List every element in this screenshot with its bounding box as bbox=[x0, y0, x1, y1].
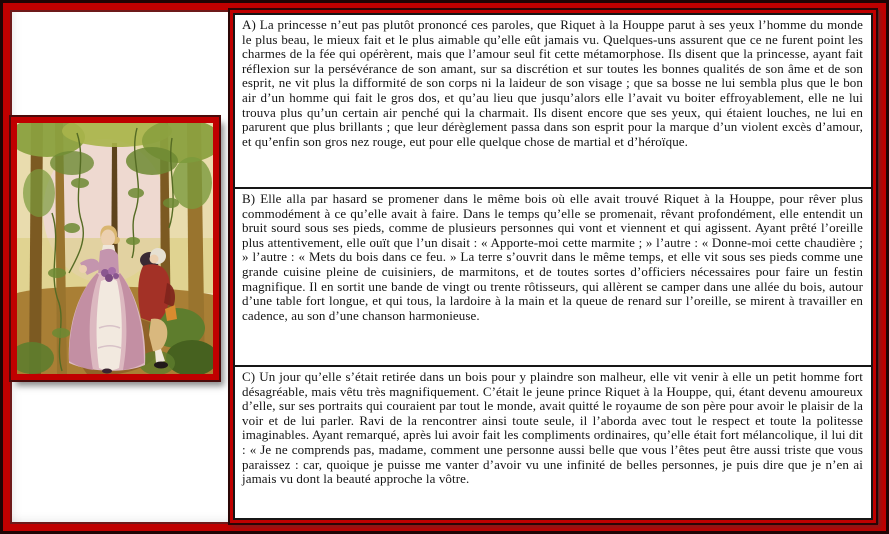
passage-a-text: A) La princesse n’eut pas plutôt prononcé ces paroles, que Riquet à la Houppe parut à ses yeux l’homme du monde le plus beau, le mieux fait et le plus aimable qu’elle eût jamais vu. Quelques-uns assurent que ce ne furent point les charmes de la fée qui opérèrent, mais que l’amour seul fit cette métamorphose. Ils disent que la princesse, ayant fait réflexion sur la persévérance de son amant, sur sa discrétion et sur toutes les bonnes qualités de son âme et de son esprit, ne vit plus la difformité de son corps ni la laideur de son visage ; que sa bosse ne lui sembla plus que le bon air d’un homme qui fait le gros dos, et qu’au lieu que jusqu’alors elle l’avait vu boiter effroyablement, elle ne lui trouva plus qu’un certain air penché qui la charmait. Ils disent encore que ses yeux, qui étaient louches, ne lui en parurent que plus brillants ; que leur dérèglement passa dans son esprit pour la marque d’un violent excès d’amour, et qu’enfin son gros nez rouge, eut pour elle quelque chose de martial et d’héroïque. bbox=[242, 17, 863, 149]
princess-shoe bbox=[102, 369, 112, 374]
white-apron bbox=[97, 279, 122, 371]
text-panel-inner bbox=[233, 13, 873, 520]
passage-b bbox=[235, 189, 871, 367]
passage-c bbox=[235, 367, 871, 518]
tree-trunk bbox=[29, 123, 43, 374]
text-panel bbox=[228, 8, 878, 525]
prince-face bbox=[150, 255, 159, 264]
illustration-frame bbox=[11, 117, 219, 380]
princess-face bbox=[101, 230, 115, 247]
passage-a bbox=[235, 15, 871, 189]
passage-b-text: B) Elle alla par hasard se promener dans le même bois où elle avait trouvé Riquet à la Houppe, pour rêver plus commodément à ce qu’elle avait à faire. Dans le temps qu’elle se promenait, rêvant profondément, elle entendit un bruit sourd sous ses pieds, comme de plusieurs personnes qui vont et viennent et qui agissent. Ayant prêté l’oreille plus attentivement, elle ouït que l’un disait : « Apporte-moi cette marmite ; » l’autre : « Donne-moi cette chaudière ; » l’autre : « Mets du bois dans ce feu. » La terre s’ouvrit dans le même temps, et elle vit sous ses pieds comme une grande cuisine pleine de cuisiniers, de marmitons, et de toutes sortes d’officiers nécessaires pour faire un festin magnifique. Il en sortit une bande de vingt ou trente rôtisseurs, qui allèrent se camper dans une allée du bois, autour d’une table fort longue, et qui tous, la lardoire à la main et la queue de renard sur l’oreille, se mirent à travailler en cadence, au son d’une chanson harmonieuse. bbox=[242, 191, 863, 323]
princess-hand bbox=[79, 265, 87, 273]
fairy-tale-illustration bbox=[17, 123, 213, 374]
passage-c-text: C) Un jour qu’elle s’était retirée dans un bois pour y plaindre son malheur, elle vit venir à elle un petit homme fort désagréable, mais vêtu très magnifiquement. C’était le jeune prince Riquet à la Houppe, qui, étant devenu amoureux d’elle, sur ses portraits qui couraient par tout le monde, avait quitté le royaume de son père pour avoir le plaisir de la voir et de lui parler. Ravi de la rencontrer ainsi toute seule, il l’aborda avec tout le respect et toute la politesse imaginables. Ayant remarqué, après lui avoir fait les compliments ordinaires, qu’elle était fort mélancolique, il lui dit : « Je ne comprends pas, madame, comment une personne aussi belle que vous l’êtes peut être aussi triste que vous paraissez : car, quoique je puisse me vanter d’avoir vu une infinité de belles personnes, je puis dire que je n’en ai jamais vu dont la beauté approche la vôtre. bbox=[242, 369, 863, 487]
prince-shoe bbox=[154, 362, 168, 369]
